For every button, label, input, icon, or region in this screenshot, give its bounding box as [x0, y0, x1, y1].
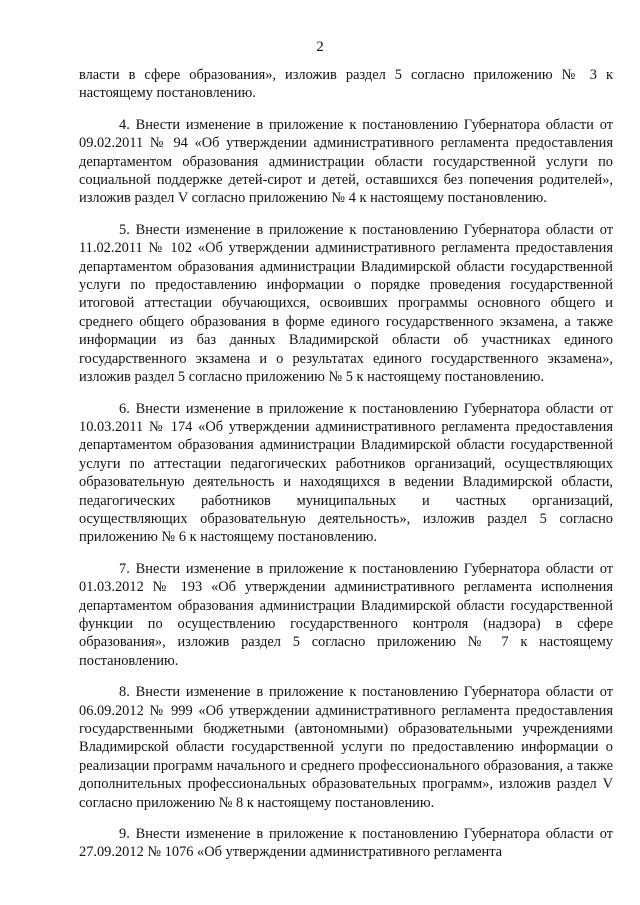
- page-number: 2: [316, 39, 324, 55]
- document-body: [79, 66, 613, 862]
- paragraph-item-5: 5. Внести изменение в приложение к постановлению Губернатора области от 11.02.2011 № 102 «Об утверждении административного регламента предоставления департаментом образования администрации Владимирской области государственной услуги по предоставлению информации о порядке проведения государственной итоговой аттестации обучающихся, освоивших программы основного общего и среднего общего образования в форме единого государственного экзамена, а также информации из баз данных Владимирской области об участниках единого государственного экзамена и о результатах единого государственного экзамена», изложив раздел 5 согласно приложению № 5 к настоящему постановлению.: [79, 221, 613, 386]
- paragraph-continuation: власти в сфере образования», изложив раздел 5 согласно приложению № 3 к настоящему постановлению.: [79, 67, 613, 102]
- paragraph-item-4: 4. Внести изменение в приложение к постановлению Губернатора области от 09.02.2011 № 94 «Об утверждении административного регламента предоставления департаментом образования администрации области государственной услуги по социальной поддержке детей-сирот и детей, оставшихся без попечения родителей», изложив раздел V согласно приложению № 4 к настоящему постановлению.: [79, 116, 613, 207]
- paragraph-item-8: 8. Внести изменение в приложение к постановлению Губернатора области от 06.09.2012 № 999 «Об утверждении административного регламента предоставления государственными бюджетными (автономными) образовательными учреждениями Владимирской области государственной услуги по предоставлению информации о реализации программ начального и среднего профессионального образования, а также дополнительных профессиональных образовательных программ», изложив раздел V согласно приложению № 8 к настоящему постановлению.: [79, 684, 613, 811]
- paragraph-item-6: 6. Внести изменение в приложение к постановлению Губернатора области от 10.03.2011 № 174 «Об утверждении административного регламента предоставления департаментом образования администрации Владимирской области государственной услуги по аттестации педагогических работников организаций, осуществляющих образовательную деятельность и находящихся в ведении Владимирской области, педагогических работников муниципальных и частных организаций, осуществляющих образовательную деятельность», изложив раздел 5 согласно приложению № 6 к настоящему постановлению.: [79, 400, 613, 546]
- paragraph-item-7: 7. Внести изменение в приложение к постановлению Губернатора области от 01.03.2012 № 193 «Об утверждении административного регламента исполнения департаментом образования администрации Владимирской области государственной функции по осуществлению государственного контроля (надзора) в сфере образования», изложив раздел 5 согласно приложению № 7 к настоящему постановлению.: [79, 560, 613, 669]
- paragraph-item-9: 9. Внести изменение в приложение к постановлению Губернатора области от 27.09.2012 № 1076 «Об утверждении административного регламента: [79, 826, 613, 861]
